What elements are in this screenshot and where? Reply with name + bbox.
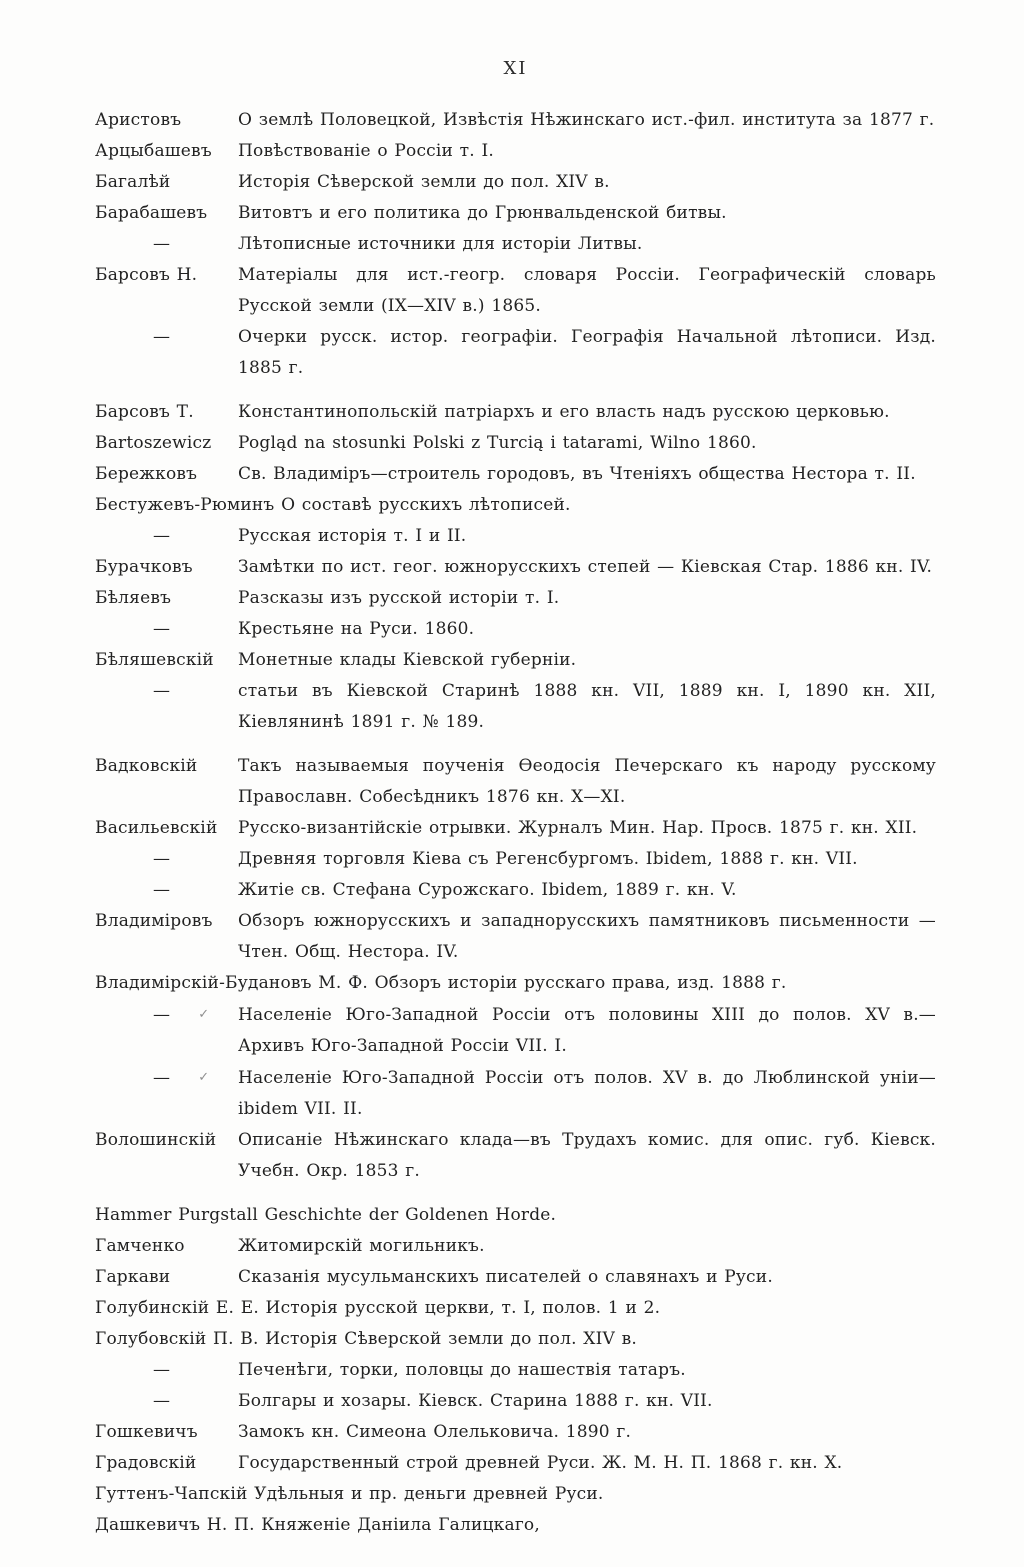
entry-author: Бестужевъ-Рюминъ [95, 495, 275, 515]
entry-title: Описаніе Нѣжинскаго клада—въ Трудахъ комис. для опис. губ. Кіевск. Учебн. Окр. 1853 г. [238, 1130, 936, 1181]
entry-author-ditto-dash: — [153, 526, 171, 546]
bibliography-entry [95, 552, 936, 583]
bibliography-entry [95, 198, 936, 229]
entry-author: Гуттенъ-Чапскій [95, 1484, 248, 1504]
entry-author-ditto-dash: — [153, 1360, 171, 1380]
entry-author: Гамченко [95, 1236, 185, 1256]
entry-author: Гошкевичъ [95, 1422, 198, 1442]
bibliography-entry [95, 813, 936, 844]
bibliography-entry [95, 1125, 936, 1187]
bibliography-entry [95, 1262, 936, 1293]
bibliography-entry [95, 229, 936, 260]
bibliography-entry [95, 428, 936, 459]
entry-title: Разсказы изъ русской исторіи т. I. [238, 588, 560, 608]
pencil-check-mark: ✓ [198, 1007, 210, 1022]
entry-author-ditto-dash: — [153, 234, 171, 254]
bibliography-entry [95, 875, 936, 906]
entry-title: Удѣльныя и пр. деньги древней Руси. [254, 1484, 604, 1504]
entry-author: Бережковъ [95, 464, 198, 484]
bibliography-entry [95, 676, 936, 738]
entry-author: Бѣляшевскій [95, 650, 214, 670]
bibliography-entry [95, 1386, 936, 1417]
entry-title: Св. Владиміръ—строитель городовъ, въ Чтеніяхъ общества Нестора т. II. [238, 464, 916, 484]
entry-title: Исторія русской церкви, т. I, полов. 1 и 2. [265, 1298, 661, 1318]
entry-author: Волошинскій [95, 1130, 217, 1150]
entry-title: Geschichte der Goldenen Horde. [264, 1205, 557, 1225]
entry-title: Монетные клады Кіевской губерніи. [238, 650, 577, 670]
entry-author: Владимірскій-Будановъ М. Ф. [95, 973, 369, 993]
bibliography-entry [95, 1417, 936, 1448]
bibliography-entry [95, 583, 936, 614]
entry-title: О землѣ Половецкой, Извѣстія Нѣжинскаго ист.-фил. института за 1877 г. [238, 110, 935, 130]
bibliography-entry [95, 490, 936, 521]
bibliography-entry [95, 1479, 936, 1510]
entry-author: Барсовъ Н. [95, 265, 198, 285]
bibliography-entry [95, 1293, 936, 1324]
entry-title: Константинопольскій патріархъ и его власть надъ русскою церковью. [238, 402, 890, 422]
entry-title: Печенѣги, торки, половцы до нашествія татаръ. [238, 1360, 686, 1380]
bibliography-entry [95, 105, 936, 136]
entry-title: Лѣтописные источники для исторіи Литвы. [238, 234, 643, 254]
entry-title: О составѣ русскихъ лѣтописей. [281, 495, 571, 515]
bibliography-entry [95, 260, 936, 322]
bibliography-entry [95, 1062, 936, 1125]
entry-author: Hammer Purgstall [95, 1205, 258, 1225]
bibliography-entry [95, 1355, 936, 1386]
entry-author-ditto-dash: — [153, 1391, 171, 1411]
entry-title: Русско-византійскіе отрывки. Журналъ Мин. Нар. Просв. 1875 г. кн. XII. [238, 818, 918, 838]
entry-author-ditto-dash: — [153, 681, 171, 701]
entry-author: Багалѣй [95, 172, 171, 192]
bibliography-entry [95, 1324, 936, 1355]
entry-author: Гаркави [95, 1267, 171, 1287]
entry-title: Обзоръ исторіи русскаго права, изд. 1888 г. [374, 973, 787, 993]
entry-title: Повѣствованіе о Россіи т. I. [238, 141, 495, 161]
entry-title: Крестьяне на Руси. 1860. [238, 619, 475, 639]
entry-title: Такъ называемыя поученія Ѳеодосія Печерскаго къ народу русскому Православн. Собесѣдникъ 1876 кн. X—XI. [238, 756, 936, 807]
entry-author-ditto-dash: — ✓ [153, 1068, 210, 1088]
bibliography-entry [95, 167, 936, 198]
entry-author: Барабашевъ [95, 203, 208, 223]
entry-author-ditto-dash: — [153, 849, 171, 869]
pencil-check-mark: ✓ [198, 1070, 210, 1085]
entry-author: Дашкевичъ Н. П. [95, 1515, 255, 1535]
bibliography-entry [95, 844, 936, 875]
entry-title: Исторія Сѣверской земли до пол. XIV в. [238, 172, 610, 192]
entry-title: Русская исторія т. I и II. [238, 526, 467, 546]
bibliography-entry [95, 999, 936, 1062]
entry-title: Матеріалы для ист.-геогр. словаря Россіи. Географическій словарь Русской земли (IX—XIV в.) 1865. [238, 265, 936, 316]
bibliography-entry [95, 968, 936, 999]
entry-title: Княженіе Даніила Галицкаго, [261, 1515, 540, 1535]
entry-author: Бѣляевъ [95, 588, 172, 608]
entry-title: Замокъ кн. Симеона Олельковича. 1890 г. [238, 1422, 632, 1442]
bibliography-entry [95, 1448, 936, 1479]
entry-title: Сказанія мусульманскихъ писателей о славянахъ и Руси. [238, 1267, 773, 1287]
entry-title: Населеніе Юго-Западной Россіи отъ полов. XV в. до Люблинской уніи— ibidem VII. II. [238, 1068, 936, 1119]
entry-author: Васильевскій [95, 818, 218, 838]
bibliography-entry [95, 906, 936, 968]
entry-title: Pogląd na stosunki Polski z Turcią i tatarami, Wilno 1860. [238, 433, 757, 453]
bibliography-entry [95, 645, 936, 676]
bibliography-entry [95, 614, 936, 645]
entry-title: Житіе св. Стефана Сурожскаго. Ibidem, 1889 г. кн. V. [238, 880, 737, 900]
entry-author-ditto-dash: — [153, 880, 171, 900]
entry-author: Голубинскій Е. Е. [95, 1298, 259, 1318]
entry-author-ditto-dash: — [153, 327, 171, 347]
entry-author: Градовскій [95, 1453, 197, 1473]
entry-author: Владиміровъ [95, 911, 213, 931]
page-number: XI [503, 58, 528, 79]
entry-author: Барсовъ Т. [95, 402, 194, 422]
bibliography-entry [95, 1200, 936, 1231]
bibliography-entry [95, 521, 936, 552]
bibliography-list [95, 105, 936, 1541]
bibliography-entry [95, 1231, 936, 1262]
entry-title: Населеніе Юго-Западной Россіи отъ половины XIII до полов. XV в.— Архивъ Юго-Западной Россіи VII. I. [238, 1005, 936, 1056]
entry-author: Аристовъ [95, 110, 182, 130]
entry-title: Болгары и хозары. Кіевск. Старина 1888 г. кн. VII. [238, 1391, 713, 1411]
entry-title: Замѣтки по ист. геог. южнорусскихъ степей — Кіевская Стар. 1886 кн. IV. [238, 557, 933, 577]
entry-title: статьи въ Кіевской Старинѣ 1888 кн. VII, 1889 кн. I, 1890 кн. XII, Кіевлянинѣ 1891 г. № 189. [238, 681, 936, 732]
bibliography-entry [95, 322, 936, 384]
entry-title: Государственный строй древней Руси. Ж. М. Н. П. 1868 г. кн. X. [238, 1453, 843, 1473]
entry-author: Арцыбашевъ [95, 141, 212, 161]
entry-title: Обзоръ южнорусскихъ и западнорусскихъ памятниковъ письменности — Чтен. Общ. Нестора. IV. [238, 911, 936, 962]
bibliography-entry [95, 459, 936, 490]
entry-author-ditto-dash: — [153, 619, 171, 639]
entry-author: Бурачковъ [95, 557, 193, 577]
entry-title: Житомирскій могильникъ. [238, 1236, 485, 1256]
entry-title: Очерки русск. истор. географіи. Географія Начальной лѣтописи. Изд. 1885 г. [238, 327, 936, 378]
bibliography-entry [95, 397, 936, 428]
entry-title: Древняя торговля Кіева съ Регенсбургомъ. Ibidem, 1888 г. кн. VII. [238, 849, 858, 869]
entry-title: Витовтъ и его политика до Грюнвальденской битвы. [238, 203, 727, 223]
bibliography-entry [95, 136, 936, 167]
entry-title: Исторія Сѣверской земли до пол. XIV в. [265, 1329, 637, 1349]
entry-author-ditto-dash: — ✓ [153, 1005, 210, 1025]
bibliography-entry [95, 1510, 936, 1541]
entry-author: Bartoszewicz [95, 433, 212, 453]
entry-author: Голубовскій П. В. [95, 1329, 259, 1349]
entry-author: Вадковскій [95, 756, 198, 776]
bibliography-entry [95, 751, 936, 813]
